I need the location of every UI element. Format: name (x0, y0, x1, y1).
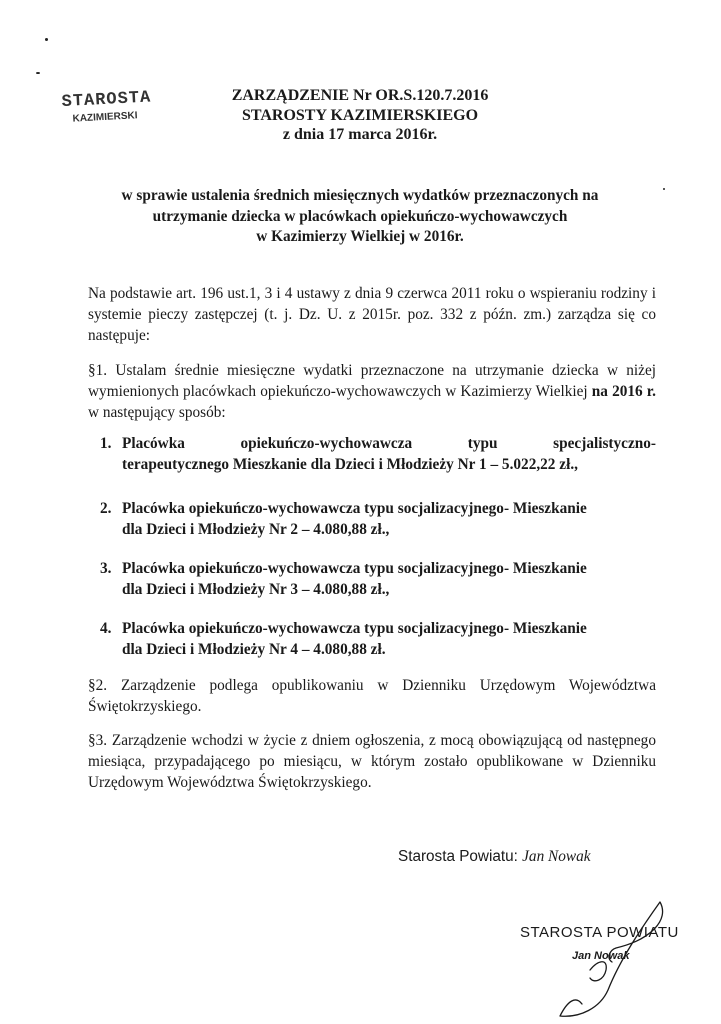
signature-stamp (520, 900, 700, 1020)
item-line-1: Placówka opiekuńczo-wychowawcza typu socjalizacyjnego- Mieszkanie (122, 620, 587, 637)
signoff-name: Jan Nowak (522, 848, 591, 865)
section-2-mark: §2. (88, 677, 108, 694)
list-item (100, 433, 656, 475)
section-1 (88, 360, 656, 423)
item-line-2: terapeutycznego Mieszkanie dla Dzieci i Młodzieży Nr 1 – 5.022,22 zł., (122, 456, 578, 473)
signature-icon (520, 900, 700, 1020)
stamp-line-1: STAROSTA (61, 88, 152, 113)
scan-speck (36, 72, 40, 74)
section-1-year: na 2016 r. (591, 383, 656, 400)
issue-date: z dnia 17 marca 2016r. (282, 126, 438, 143)
document-subject (70, 186, 650, 248)
section-3-text: Zarządzenie wchodzi w życie z dniem ogłoszenia, z mocą obowiązującą od następnego miesiąca, przypadającego po miesiącu, w którym zostało opublikowane w Dzienniku Urzędowym Województwa Świętokrzyskiego. (88, 732, 656, 791)
stamp-line-2: KAZIMIERSKI (72, 110, 138, 125)
item-line-2: dla Dzieci i Młodzieży Nr 4 – 4.080,88 zł. (122, 641, 386, 658)
item-line-1: Placówka opiekuńczo-wychowawcza typu socjalizacyjnego- Mieszkanie (122, 560, 587, 577)
section-3 (88, 730, 656, 793)
subject-line-3: w Kazimierzy Wielkiej w 2016r. (256, 228, 464, 245)
stamp-name: Jan Nowak (572, 950, 630, 962)
section-2-text: Zarządzenie podlega opublikowaniu w Dzienniku Urzędowym Województwa Świętokrzyskiego. (88, 677, 656, 715)
item-number: 1. (100, 435, 112, 452)
item-line-1: Placówka opiekuńczo-wychowawcza typu socjalizacyjnego- Mieszkanie (122, 500, 587, 517)
scan-speck (663, 188, 665, 190)
subject-line-1: w sprawie ustalenia średnich miesięcznych wydatków przeznaczonych na (121, 187, 599, 204)
subject-line-2: utrzymanie dziecka w placówkach opiekuńczo-wychowawczych (152, 207, 568, 225)
item-number: 4. (100, 620, 112, 637)
item-line-2: dla Dzieci i Młodzieży Nr 3 – 4.080,88 zł., (122, 581, 390, 598)
list-item (100, 498, 656, 540)
item-line-2: dla Dzieci i Młodzieży Nr 2 – 4.080,88 zł., (122, 521, 390, 538)
ordinance-number: ZARZĄDZENIE Nr OR.S.120.7.2016 (231, 87, 489, 104)
stamp-title: STAROSTA POWIATU (520, 924, 679, 941)
document-header (180, 86, 540, 145)
section-3-mark: §3. (88, 732, 108, 749)
item-line-1: Placówka opiekuńczo-wychowawcza typu specjalistyczno- (122, 435, 656, 452)
legal-basis: Na podstawie art. 196 ust.1, 3 i 4 ustawy z dnia 9 czerwca 2011 roku o wspieraniu rodziny i systemie pieczy zastępczej (t. j. Dz. U. z 2015r. poz. 332 z późn. zm.) zarządza się co następuje: (88, 285, 656, 344)
section-2 (88, 675, 656, 717)
list-item (100, 618, 656, 660)
signoff-label: Starosta Powiatu: (398, 848, 518, 865)
list-item (100, 558, 656, 600)
item-number: 3. (100, 560, 112, 577)
signoff (398, 848, 591, 866)
section-1-text: Ustalam średnie miesięczne wydatki przeznaczone na utrzymanie dziecka w niżej wymienionych placówkach opiekuńczo-wychowawczych w Kazimierzy Wielkiej (88, 362, 657, 400)
office-stamp (61, 87, 183, 125)
scan-speck (45, 38, 48, 41)
section-1-text-end: w następujący sposób: (88, 404, 226, 421)
section-1-mark: §1. (88, 362, 108, 379)
issuer: STAROSTY KAZIMIERSKIEGO (241, 106, 479, 124)
item-number: 2. (100, 500, 112, 517)
